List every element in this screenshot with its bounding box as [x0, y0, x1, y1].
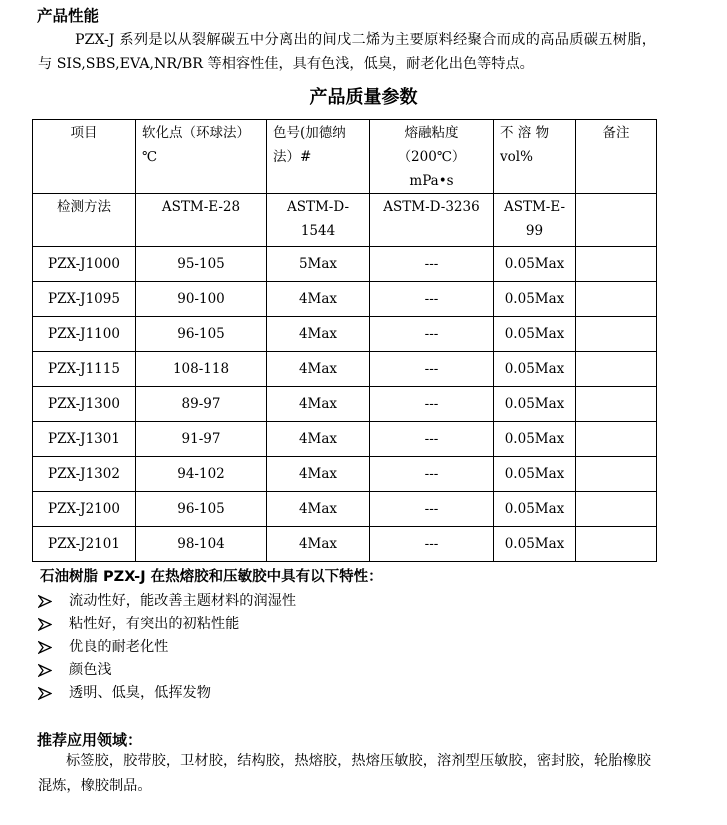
cell-melt-viscosity: --- — [370, 492, 494, 527]
table-row — [33, 282, 657, 317]
cell-grade: PZX-J1300 — [33, 387, 136, 422]
quality-parameters-table — [32, 119, 657, 562]
cell-melt-viscosity: --- — [370, 422, 494, 457]
cell-softening-point: 89-97 — [136, 387, 267, 422]
table-row — [33, 457, 657, 492]
cell-grade: PZX-J1095 — [33, 282, 136, 317]
list-item-text: 粘性好，有突出的初粘性能 — [69, 616, 240, 632]
cell-grade: PZX-J2101 — [33, 527, 136, 562]
cell-softening-point: 91-97 — [136, 422, 267, 457]
cell-insoluble: 0.05Max — [494, 387, 576, 422]
table-row — [33, 352, 657, 387]
cell-grade: PZX-J1302 — [33, 457, 136, 492]
table-row — [33, 247, 657, 282]
cell-color-number: 4Max — [267, 492, 370, 527]
list-item-text: 颜色浅 — [69, 662, 112, 678]
method-color-number: ASTM-D-1544 — [267, 194, 370, 247]
product-rows — [33, 247, 657, 562]
cell-color-number: 4Max — [267, 317, 370, 352]
cell-grade: PZX-J2100 — [33, 492, 136, 527]
intro-paragraph: PZX-J 系列是以从裂解碳五中分离出的间戊二烯为主要原料经聚合而成的高品质碳五树脂，与 SIS,SBS,EVA,NR/BR 等相容性佳，具有色浅，低臭，耐老化出色等特点。 — [38, 32, 656, 72]
table-row — [33, 387, 657, 422]
cell-remarks — [576, 457, 657, 492]
cell-insoluble: 0.05Max — [494, 422, 576, 457]
cell-grade: PZX-J1301 — [33, 422, 136, 457]
cell-color-number: 4Max — [267, 352, 370, 387]
cell-melt-viscosity: --- — [370, 457, 494, 492]
cell-color-number: 4Max — [267, 527, 370, 562]
method-label: 检测方法 — [33, 194, 136, 247]
cell-insoluble: 0.05Max — [494, 352, 576, 387]
cell-remarks — [576, 317, 657, 352]
section-heading-applications: 推荐应用领域： — [37, 731, 143, 749]
cell-insoluble: 0.05Max — [494, 317, 576, 352]
list-item — [38, 682, 296, 705]
cell-remarks — [576, 352, 657, 387]
arrowhead-bullet-icon — [38, 659, 52, 682]
table-row — [33, 422, 657, 457]
section-heading-properties: 石油树脂 PZX-J 在热熔胶和压敏胶中具有以下特性： — [40, 569, 383, 585]
cell-melt-viscosity: --- — [370, 282, 494, 317]
table-title: 产品质量参数 — [309, 87, 418, 108]
cell-insoluble: 0.05Max — [494, 457, 576, 492]
cell-softening-point: 94-102 — [136, 457, 267, 492]
list-item-text: 流动性好，能改善主题材料的润湿性 — [69, 593, 297, 609]
cell-softening-point: 95-105 — [136, 247, 267, 282]
cell-melt-viscosity: --- — [370, 527, 494, 562]
method-remarks — [576, 194, 657, 247]
header-color-number: 色号(加德纳法）# — [267, 120, 370, 194]
cell-grade: PZX-J1115 — [33, 352, 136, 387]
header-melt-viscosity: 熔融粘度（200℃）mPa•s — [370, 120, 494, 194]
cell-remarks — [576, 387, 657, 422]
cell-melt-viscosity: --- — [370, 352, 494, 387]
header-softening-point: 软化点（环球法）℃ — [136, 120, 267, 194]
list-item — [38, 659, 296, 682]
cell-remarks — [576, 527, 657, 562]
test-method-row — [33, 194, 657, 247]
cell-melt-viscosity: --- — [370, 387, 494, 422]
cell-softening-point: 96-105 — [136, 317, 267, 352]
cell-insoluble: 0.05Max — [494, 282, 576, 317]
cell-color-number: 4Max — [267, 282, 370, 317]
arrowhead-bullet-icon — [38, 636, 52, 659]
cell-insoluble: 0.05Max — [494, 247, 576, 282]
section-heading-performance: 产品性能 — [37, 7, 100, 25]
cell-color-number: 4Max — [267, 387, 370, 422]
arrowhead-bullet-icon — [38, 682, 52, 705]
cell-remarks — [576, 282, 657, 317]
cell-remarks — [576, 422, 657, 457]
cell-softening-point: 96-105 — [136, 492, 267, 527]
list-item — [38, 590, 296, 613]
table-row — [33, 317, 657, 352]
cell-remarks — [576, 247, 657, 282]
properties-list — [38, 590, 296, 705]
cell-insoluble: 0.05Max — [494, 492, 576, 527]
cell-color-number: 4Max — [267, 422, 370, 457]
list-item — [38, 636, 296, 659]
header-insoluble: 不 溶 物 vol% — [494, 120, 576, 194]
cell-softening-point: 98-104 — [136, 527, 267, 562]
cell-grade: PZX-J1000 — [33, 247, 136, 282]
table-row — [33, 492, 657, 527]
method-melt-viscosity: ASTM-D-3236 — [370, 194, 494, 247]
header-item: 项目 — [33, 120, 136, 194]
table-header-row — [33, 120, 657, 194]
cell-softening-point: 90-100 — [136, 282, 267, 317]
method-insoluble: ASTM-E-99 — [494, 194, 576, 247]
cell-color-number: 5Max — [267, 247, 370, 282]
arrowhead-bullet-icon — [38, 590, 52, 613]
arrowhead-bullet-icon — [38, 613, 52, 636]
cell-remarks — [576, 492, 657, 527]
cell-insoluble: 0.05Max — [494, 527, 576, 562]
header-remarks: 备注 — [576, 120, 657, 194]
cell-melt-viscosity: --- — [370, 317, 494, 352]
applications-paragraph: 标签胶，胶带胶，卫材胶，结构胶，热熔胶，热熔压敏胶，溶剂型压敏胶，密封胶，轮胎橡胶混炼，橡胶制品。 — [38, 753, 651, 794]
list-item-text: 优良的耐老化性 — [69, 639, 169, 655]
list-item-text: 透明、低臭，低挥发物 — [69, 685, 211, 701]
list-item — [38, 613, 296, 636]
method-softening-point: ASTM-E-28 — [136, 194, 267, 247]
cell-softening-point: 108-118 — [136, 352, 267, 387]
cell-color-number: 4Max — [267, 457, 370, 492]
cell-grade: PZX-J1100 — [33, 317, 136, 352]
table-row — [33, 527, 657, 562]
cell-melt-viscosity: --- — [370, 247, 494, 282]
